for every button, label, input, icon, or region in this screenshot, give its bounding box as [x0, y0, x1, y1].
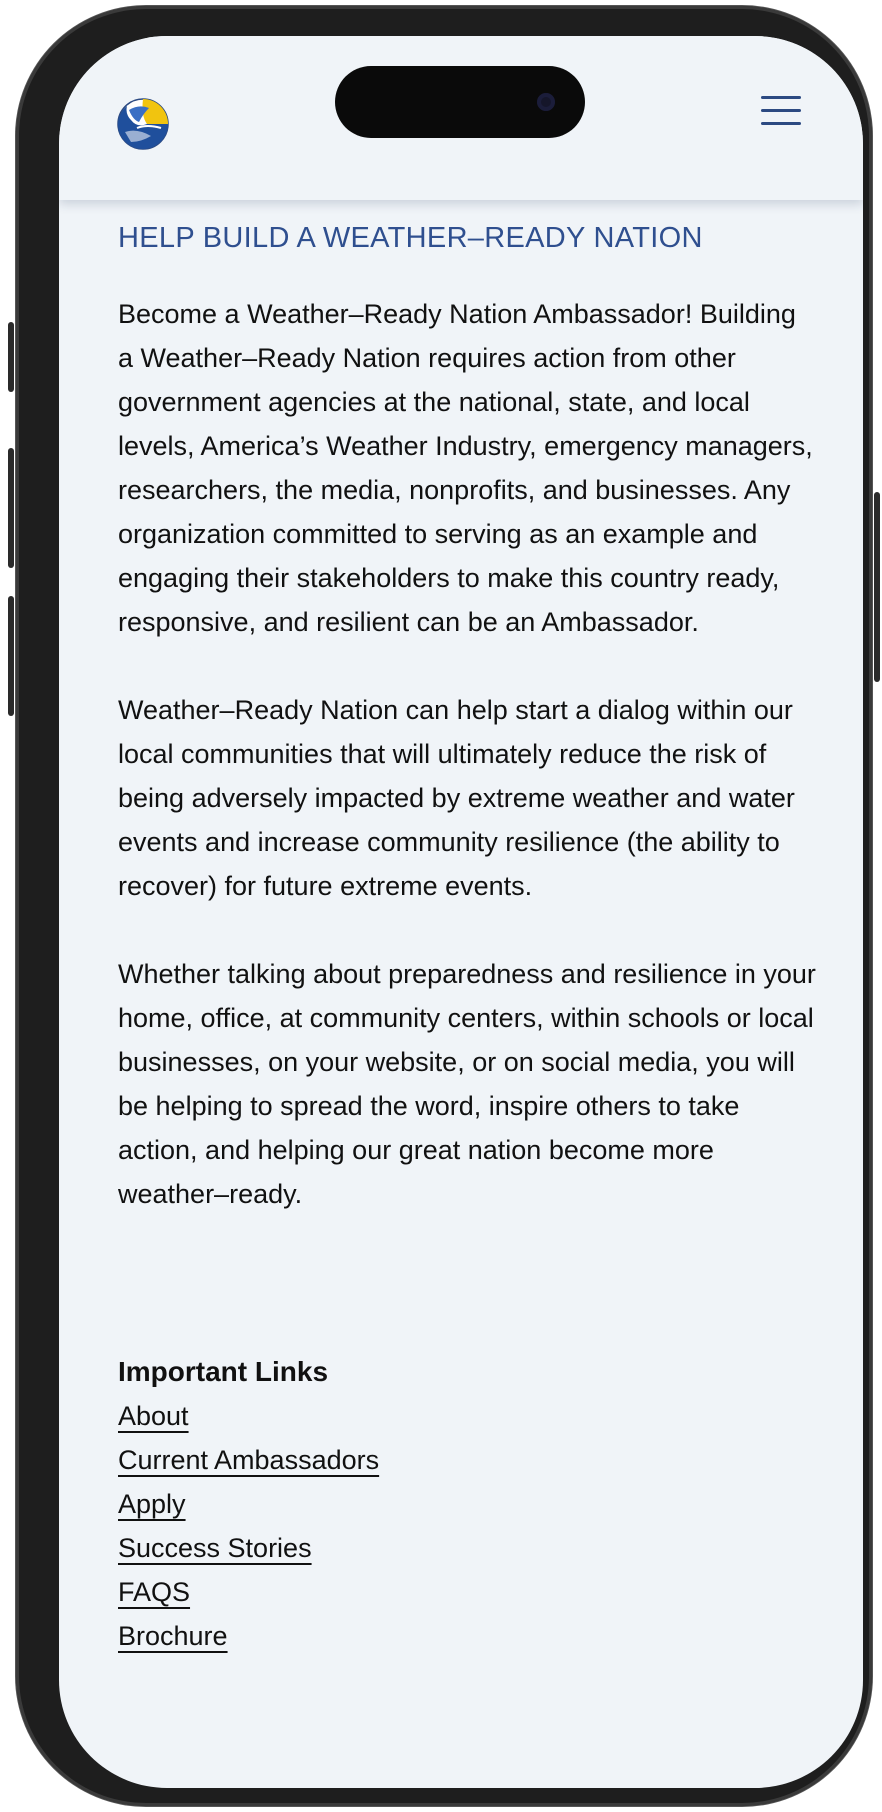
list-item	[118, 1614, 818, 1658]
camera-icon	[537, 93, 555, 111]
list-item	[118, 1482, 818, 1526]
faqs-link[interactable]: FAQS	[118, 1577, 191, 1607]
important-links-title: Important Links	[118, 1356, 329, 1387]
volume-down-button	[8, 596, 14, 716]
about-link[interactable]: About	[118, 1401, 189, 1431]
dialog-paragraph: Weather–Ready Nation can help start a dialog within our local communities that will ultimately reduce the risk of being adversely impacted by extreme weather and water events and increase community resilience (the ability to recover) for future extreme events.	[118, 695, 795, 901]
section-title: HELP BUILD A WEATHER–READY NATION	[118, 222, 703, 254]
list-item	[118, 1570, 818, 1614]
important-links-list	[118, 1394, 818, 1658]
phone-frame	[16, 6, 872, 1806]
list-item	[118, 1526, 818, 1570]
list-item	[118, 1438, 818, 1482]
current-ambassadors-link[interactable]: Current Ambassadors	[118, 1445, 380, 1475]
dynamic-island	[335, 66, 585, 138]
apply-link[interactable]: Apply	[118, 1489, 186, 1519]
list-item	[118, 1394, 818, 1438]
power-button	[874, 492, 880, 682]
noaa-logo-icon[interactable]	[117, 98, 169, 150]
action-button	[8, 322, 14, 392]
screen	[59, 36, 863, 1788]
volume-up-button	[8, 448, 14, 568]
success-stories-link[interactable]: Success Stories	[118, 1533, 312, 1563]
intro-paragraph: Become a Weather–Ready Nation Ambassador! Building a Weather–Ready Nation requires action from other government agencies at the national, state, and local levels, America’s Weather Industry, emergency managers, researchers, the media, nonprofits, and businesses. Any organization committed to serving as an example and engaging their stakeholders to make this country ready, responsive, and resilient can be an Ambassador.	[118, 299, 813, 637]
main-content	[118, 200, 818, 1658]
brochure-link[interactable]: Brochure	[118, 1621, 228, 1651]
hamburger-menu-icon[interactable]	[761, 96, 801, 128]
site-header	[59, 36, 863, 200]
spread-word-paragraph: Whether talking about preparedness and resilience in your home, office, at community centers, within schools or local businesses, on your website, or on social media, you will be helping to spread the word, inspire others to take action, and helping our great nation become more weather–ready.	[118, 959, 816, 1209]
